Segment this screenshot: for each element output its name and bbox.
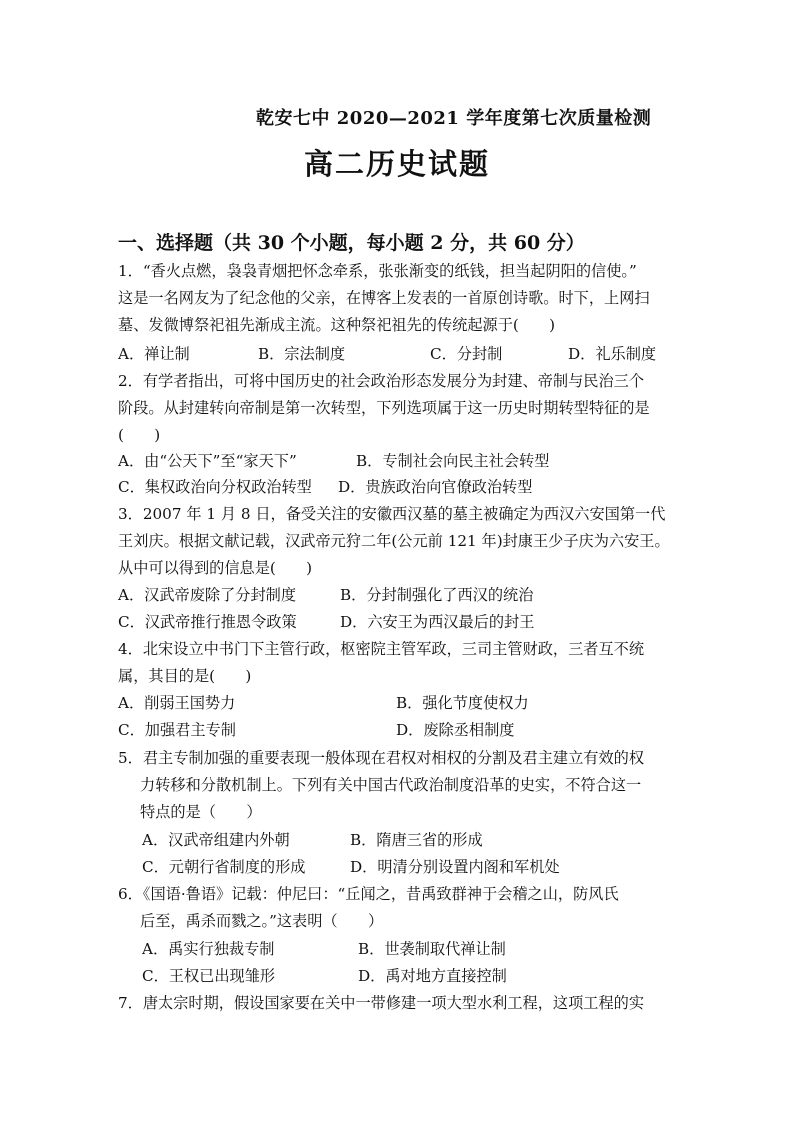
page-title: 高二历史试题: [303, 147, 490, 181]
question-2-line-1: 2．有学者指出，可将中国历史的社会政治形态发展分为封建、帝制与民治三个: [118, 372, 645, 390]
question-4-line-1: 4．北宋设立中书门下主管行政，枢密院主管军政，三司主管财政，三者互不统: [118, 640, 645, 658]
question-1-line-2: 这是一名网友为了纪念他的父亲，在博客上发表的一首原创诗歌。时下，上网扫: [118, 289, 650, 307]
question-1-option-d: D．礼乐制度: [568, 345, 657, 363]
question-3-line-3: 从中可以得到的信息是( ): [118, 559, 313, 577]
question-4-line-2: 属，其目的是( ): [118, 667, 252, 685]
question-4-option-d: D．废除丞相制度: [396, 721, 515, 739]
question-4-option-c: C．加强君主专制: [118, 721, 236, 739]
question-3-option-d: D．六安王为西汉最后的封王: [340, 613, 535, 631]
question-2-option-d: D．贵族政治向官僚政治转型: [338, 478, 533, 496]
question-6-option-b: B．世袭制取代禅让制: [358, 940, 506, 958]
question-5-line-2: 力转移和分散机制上。下列有关中国古代政治制度沿革的史实，不符合这一: [140, 776, 642, 794]
question-6-line-2: 后至，禹杀而戮之。”这表明（ ）: [140, 912, 384, 930]
question-4-option-a: A．削弱王国势力: [118, 694, 236, 712]
section-heading: 一、选择题（共 30 个小题，每小题 2 分，共 60 分）: [118, 232, 585, 254]
question-5-line-3: 特点的是（ ）: [140, 803, 262, 821]
question-3-option-a: A．汉武帝废除了分封制度: [118, 586, 297, 604]
question-5-option-b: B．隋唐三省的形成: [350, 831, 483, 849]
question-4-option-b: B．强化节度使权力: [396, 694, 529, 712]
question-1-option-c: C．分封制: [430, 345, 503, 363]
question-6-option-a: A．禹实行独裁专制: [142, 940, 275, 958]
question-1-option-b: B．宗法制度: [258, 345, 346, 363]
question-2-line-2: 阶段。从封建转向帝制是第一次转型，下列选项属于这一历史时期转型特征的是: [118, 399, 650, 417]
question-5-option-d: D．明清分别设置内阁和军机处: [350, 858, 560, 876]
question-1-line-3: 墓、发微博祭祀祖先渐成主流。这种祭祀祖先的传统起源于( ): [118, 316, 556, 334]
question-7-line-1: 7．唐太宗时期，假设国家要在关中一带修建一项大型水利工程，这项工程的实: [118, 994, 645, 1012]
question-2-option-b: B．专制社会向民主社会转型: [356, 452, 550, 470]
question-3-line-1: 3．2007 年 1 月 8 日，备受关注的安徽西汉墓的墓主被确定为西汉六安国第一代: [118, 505, 666, 523]
question-3-option-c: C．汉武帝推行推恩令政策: [118, 613, 297, 631]
question-1-line-1: 1．“香火点燃，袅袅青烟把怀念牵系，张张渐变的纸钱，担当起阴阳的信使。”: [118, 262, 637, 280]
question-2-option-c: C．集权政治向分权政治转型: [118, 478, 312, 496]
question-6-line-1: 6．《国语·鲁语》记载：仲尼曰：“丘闻之，昔禹致群神于会稽之山，防风氏: [118, 885, 619, 903]
question-6-option-d: D．禹对地方直接控制: [358, 967, 507, 985]
school-exam-header: 乾安七中 2020—2021 学年度第七次质量检测: [256, 108, 652, 129]
question-2-option-a: A．由“公天下”至“家天下”: [118, 452, 297, 470]
question-3-line-2: 王刘庆。根据文献记载，汉武帝元狩二年(公元前 121 年)封康王少子庆为六安王。: [118, 532, 670, 550]
question-5-line-1: 5．君主专制加强的重要表现一般体现在君权对相权的分割及君主建立有效的权: [118, 749, 645, 767]
question-1-option-a: A．禅让制: [118, 345, 190, 363]
question-5-option-c: C．元朝行省制度的形成: [142, 858, 306, 876]
question-3-option-b: B．分封制强化了西汉的统治: [340, 586, 534, 604]
question-6-option-c: C．王权已出现雏形: [142, 967, 276, 985]
question-5-option-a: A．汉武帝组建内外朝: [142, 831, 290, 849]
question-2-line-3: ( ): [118, 426, 161, 444]
